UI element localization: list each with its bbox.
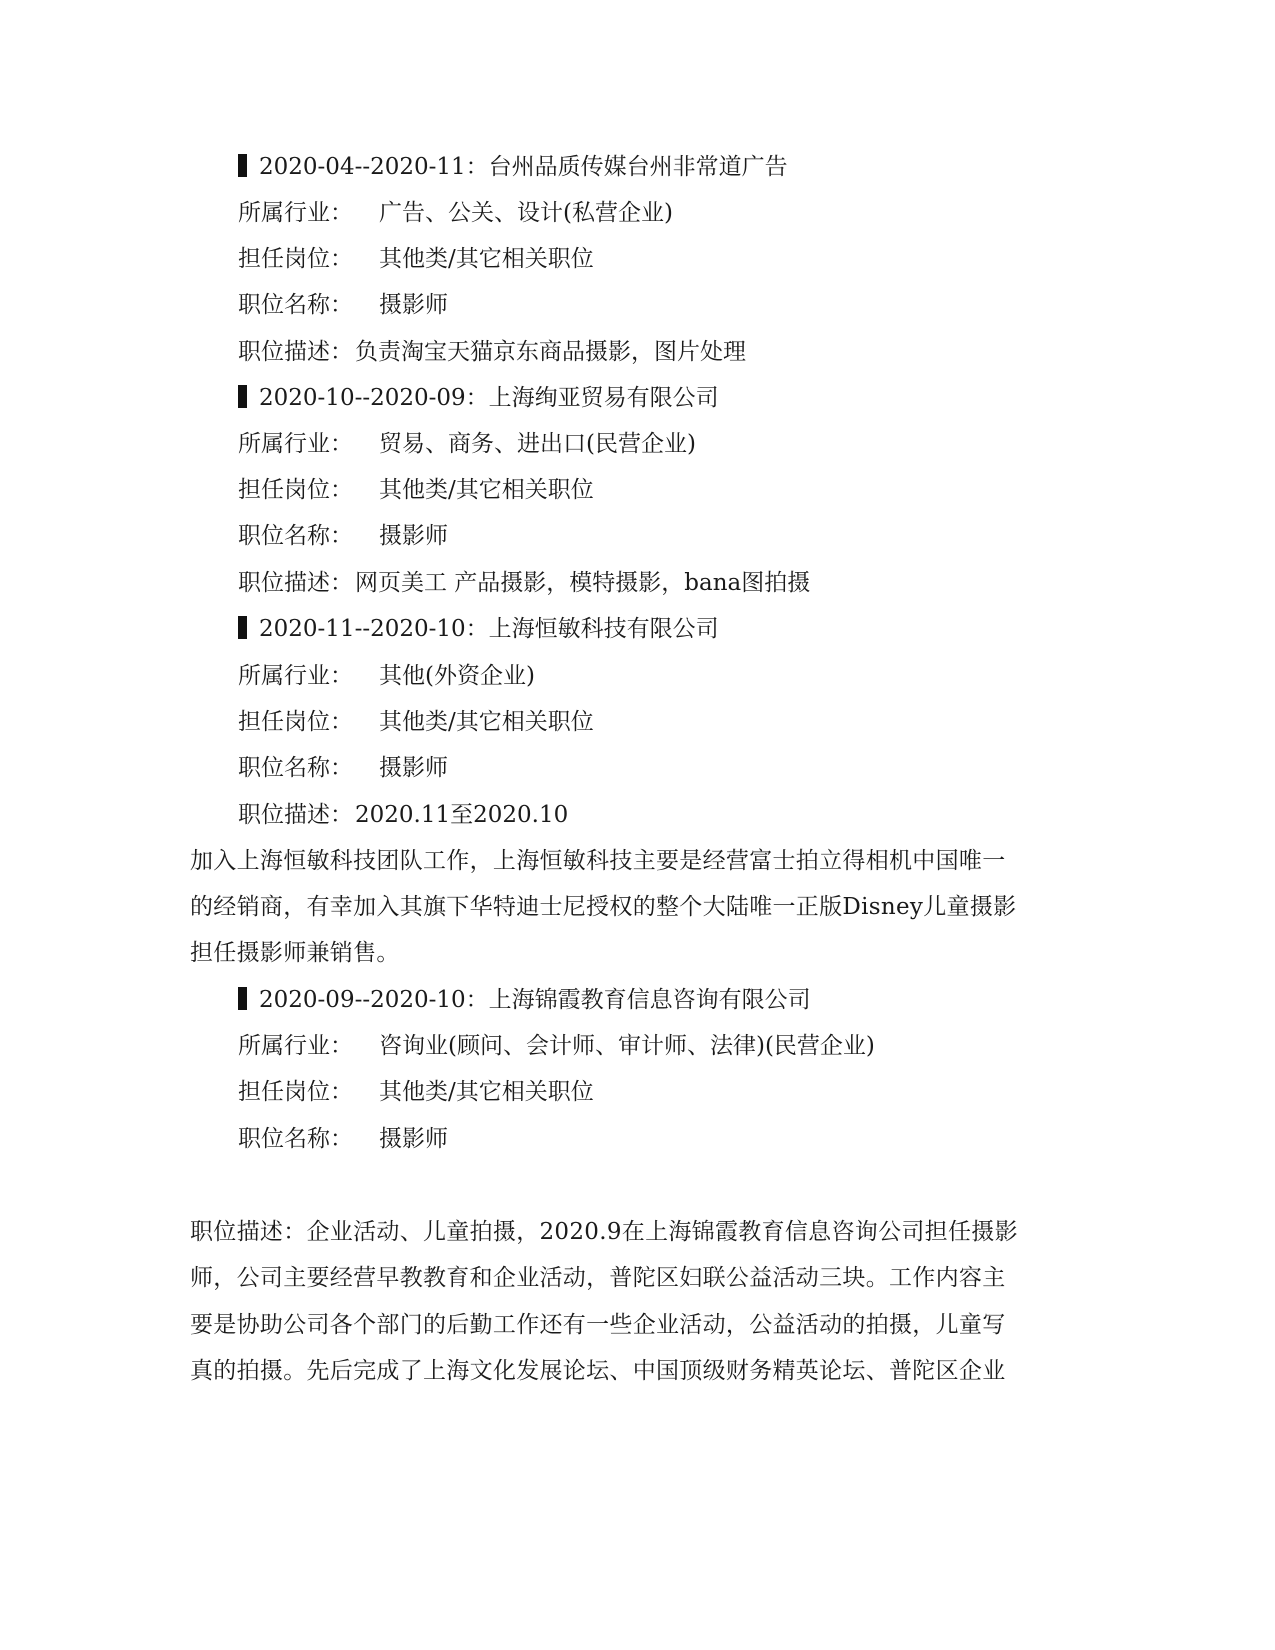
bullet-bar-icon — [238, 616, 247, 639]
post-value: 其他类/其它相关职位 — [379, 709, 594, 735]
bullet-bar-icon — [238, 987, 247, 1010]
post-value: 其他类/其它相关职位 — [379, 477, 594, 503]
paragraph-line: 职位描述：企业活动、儿童拍摄，2020.9在上海锦霞教育信息咨询公司担任摄影 — [190, 1219, 1018, 1245]
paragraph-line: 要是协助公司各个部门的后勤工作还有一些企业活动，公益活动的拍摄，儿童写 — [190, 1312, 1006, 1338]
industry-value: 贸易、商务、进出口(民营企业) — [379, 431, 696, 457]
title-value: 摄影师 — [379, 1126, 448, 1152]
bullet-bar-icon — [238, 385, 247, 408]
paragraph-line: 担任摄影师兼销售。 — [190, 940, 400, 966]
industry-value: 广告、公关、设计(私营企业) — [379, 200, 673, 226]
title-value: 摄影师 — [379, 523, 448, 549]
title-row: 职位名称： 摄影师 — [238, 292, 448, 318]
post-value: 其他类/其它相关职位 — [379, 1079, 594, 1105]
desc-value: 2020.11至2020.10 — [355, 802, 569, 828]
post-row: 担任岗位： 其他类/其它相关职位 — [238, 477, 594, 503]
post-row: 担任岗位： 其他类/其它相关职位 — [238, 1079, 594, 1105]
desc-row: 职位描述：网页美工 产品摄影，模特摄影，bana图拍摄 — [238, 570, 811, 596]
title-value: 摄影师 — [379, 292, 448, 318]
entry-header: 2020-09--2020-10：上海锦霞教育信息咨询有限公司 — [238, 985, 811, 1015]
post-row: 担任岗位： 其他类/其它相关职位 — [238, 709, 594, 735]
industry-row: 所属行业： 其他(外资企业) — [238, 663, 535, 689]
industry-row: 所属行业： 咨询业(顾问、会计师、审计师、法律)(民营企业) — [238, 1033, 875, 1059]
entry-header: 2020-10--2020-09：上海绚亚贸易有限公司 — [238, 383, 719, 413]
industry-value: 其他(外资企业) — [379, 663, 535, 689]
industry-row: 所属行业： 贸易、商务、进出口(民营企业) — [238, 431, 696, 457]
title-row: 职位名称： 摄影师 — [238, 755, 448, 781]
desc-row: 职位描述：2020.11至2020.10 — [238, 802, 569, 828]
paragraph-line: 的经销商，有幸加入其旗下华特迪士尼授权的整个大陆唯一正版Disney儿童摄影 — [190, 894, 1017, 920]
post-row: 担任岗位： 其他类/其它相关职位 — [238, 246, 594, 272]
paragraph-line: 师，公司主要经营早教教育和企业活动，普陀区妇联公益活动三块。工作内容主 — [190, 1265, 1006, 1291]
desc-row: 职位描述：负责淘宝天猫京东商品摄影，图片处理 — [238, 339, 746, 365]
desc-value: 网页美工 产品摄影，模特摄影，bana图拍摄 — [355, 570, 811, 596]
entry-header: 2020-11--2020-10：上海恒敏科技有限公司 — [238, 614, 719, 644]
paragraph-line: 加入上海恒敏科技团队工作，上海恒敏科技主要是经营富士拍立得相机中国唯一 — [190, 848, 1006, 874]
bullet-bar-icon — [238, 154, 247, 177]
title-row: 职位名称： 摄影师 — [238, 1126, 448, 1152]
desc-value: 负责淘宝天猫京东商品摄影，图片处理 — [355, 339, 746, 365]
industry-value: 咨询业(顾问、会计师、审计师、法律)(民营企业) — [379, 1033, 875, 1059]
title-row: 职位名称： 摄影师 — [238, 523, 448, 549]
post-value: 其他类/其它相关职位 — [379, 246, 594, 272]
paragraph-line: 真的拍摄。先后完成了上海文化发展论坛、中国顶级财务精英论坛、普陀区企业 — [190, 1358, 1006, 1384]
title-value: 摄影师 — [379, 755, 448, 781]
entry-header: 2020-04--2020-11：台州品质传媒台州非常道广告 — [238, 152, 788, 182]
industry-row: 所属行业： 广告、公关、设计(私营企业) — [238, 200, 673, 226]
